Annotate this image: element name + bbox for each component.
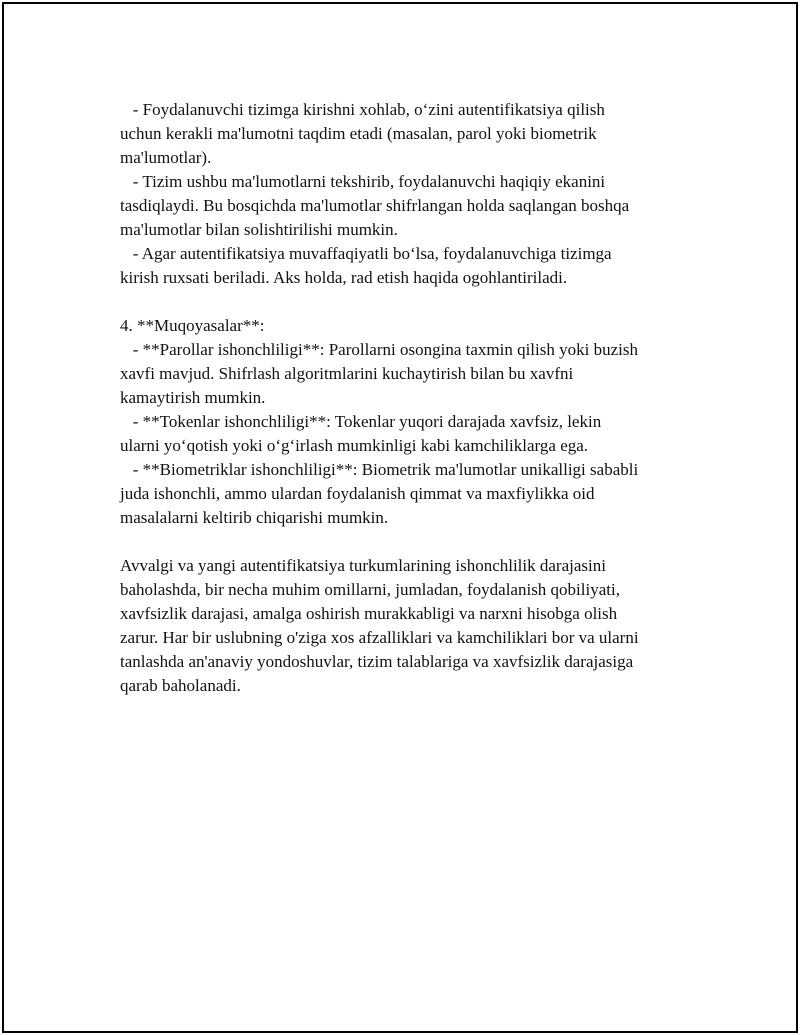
text-line: baholashda, bir necha muhim omillarni, jumladan, foydalanish qobiliyati,	[120, 580, 620, 599]
text-line: tanlashda an'anaviy yondoshuvlar, tizim talablariga va xavfsizlik darajasiga	[120, 652, 634, 671]
text-line: kamaytirish mumkin.	[120, 388, 266, 407]
text-line: - Foydalanuvchi tizimga kirishni xohlab, o‘zini autentifikatsiya qilish	[120, 100, 605, 119]
text-line: juda ishonchli, ammo ulardan foydalanish qimmat va maxfiylikka oid	[120, 484, 595, 503]
text-line: tasdiqlaydi. Bu bosqichda ma'lumotlar shifrlangan holda saqlangan boshqa	[120, 196, 630, 215]
text-line: - **Biometriklar ishonchliligi**: Biometrik ma'lumotlar unikalligi sababli	[120, 460, 639, 479]
text-line: Avvalgi va yangi autentifikatsiya turkumlarining ishonchlilik darajasini	[120, 556, 606, 575]
text-line: ma'lumotlar).	[120, 148, 212, 167]
section-heading: 4. **Muqoyasalar**:	[120, 316, 265, 335]
paragraph-gap	[120, 530, 710, 554]
text-line: ularni yo‘qotish yoki o‘g‘irlash mumkinligi kabi kamchiliklarga ega.	[120, 436, 589, 455]
text-line: uchun kerakli ma'lumotni taqdim etadi (masalan, parol yoki biometrik	[120, 124, 597, 143]
text-line: xavfsizlik darajasi, amalga oshirish murakkabligi va narxni hisobga olish	[120, 604, 618, 623]
text-line: - Tizim ushbu ma'lumotlarni tekshirib, foydalanuvchi haqiqiy ekanini	[120, 172, 606, 191]
text-line: masalalarni keltirib chiqarishi mumkin.	[120, 508, 389, 527]
paragraph-gap	[120, 290, 710, 314]
document-body	[120, 98, 710, 698]
text-line: kirish ruxsati beriladi. Aks holda, rad etish haqida ogohlantiriladi.	[120, 268, 568, 287]
text-line: - Agar autentifikatsiya muvaffaqiyatli bo‘lsa, foydalanuvchiga tizimga	[120, 244, 612, 263]
text-line: xavfi mavjud. Shifrlash algoritmlarini kuchaytirish bilan bu xavfni	[120, 364, 574, 383]
document-page	[2, 2, 798, 1033]
text-line: zarur. Har bir uslubning o'ziga xos afzalliklari va kamchiliklari bor va ularni	[120, 628, 639, 647]
text-line: ma'lumotlar bilan solishtirilishi mumkin.	[120, 220, 398, 239]
text-line: - **Parollar ishonchliligi**: Parollarni osongina taxmin qilish yoki buzish	[120, 340, 638, 359]
text-line: qarab baholanadi.	[120, 676, 241, 695]
text-line: - **Tokenlar ishonchliligi**: Tokenlar yuqori darajada xavfsiz, lekin	[120, 412, 602, 431]
